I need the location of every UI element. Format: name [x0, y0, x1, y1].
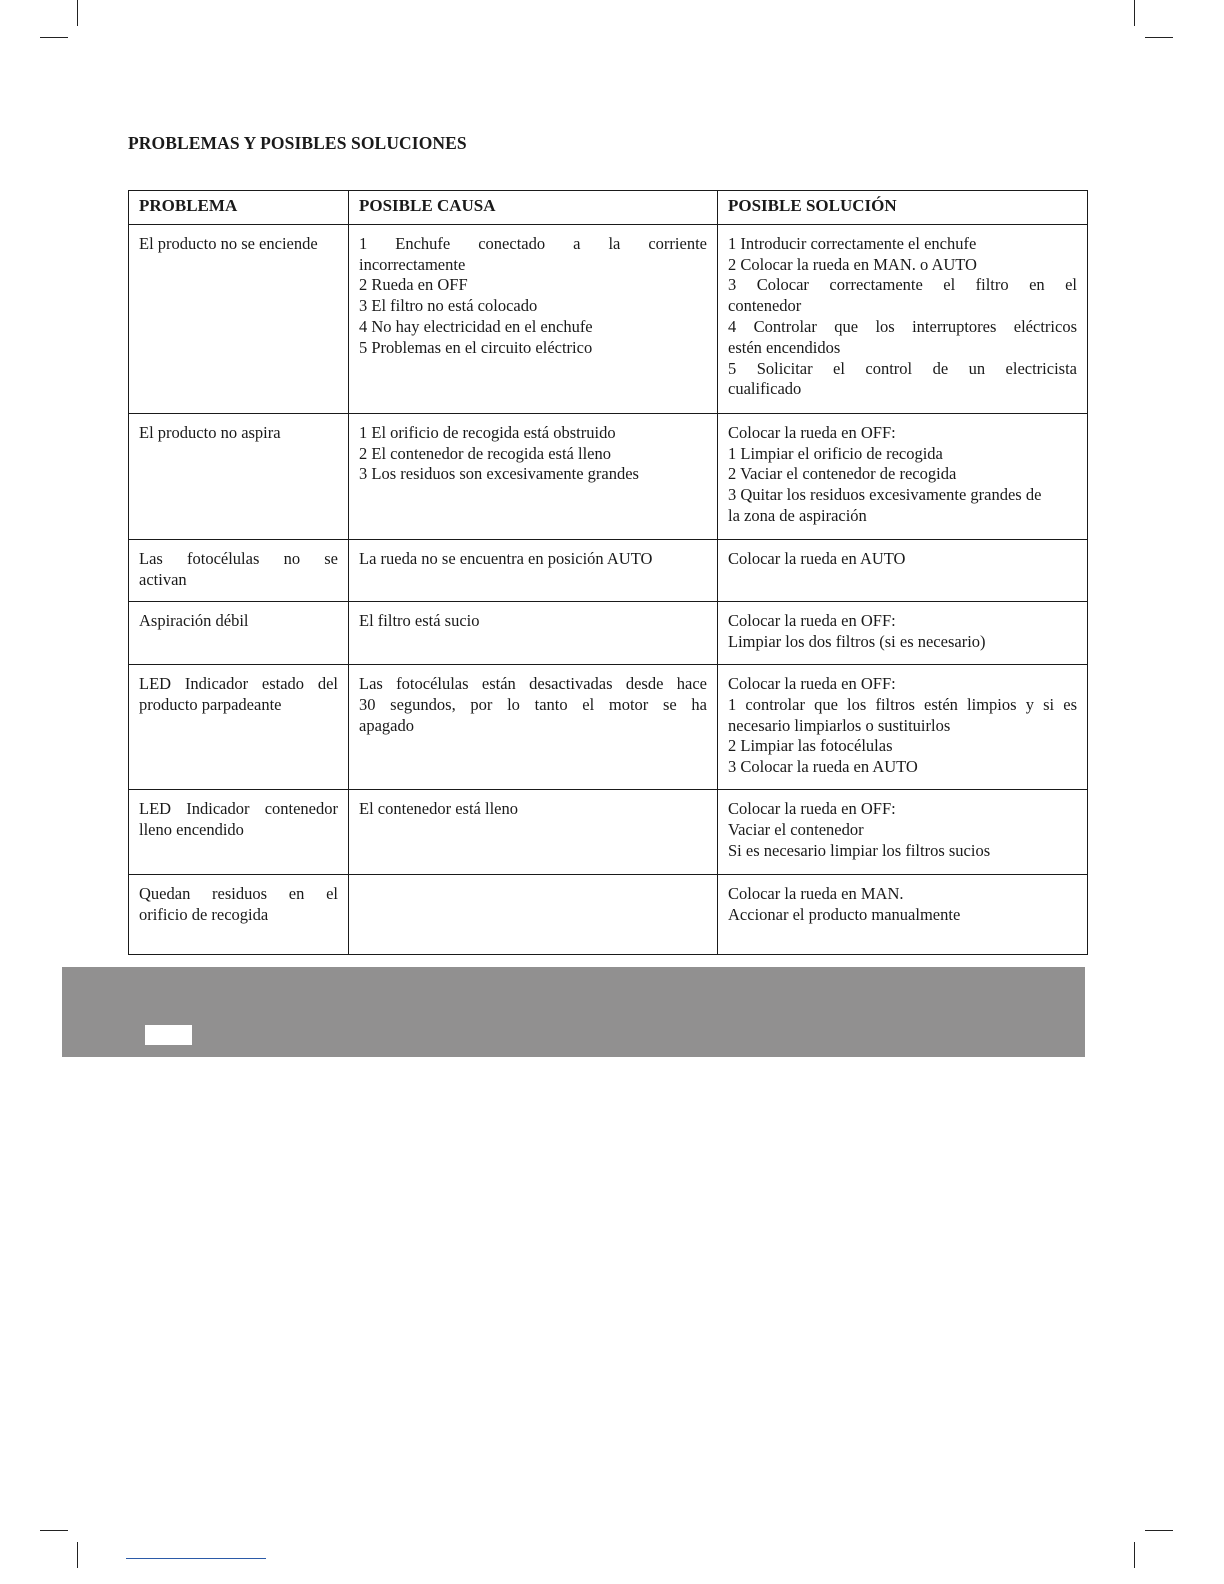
- problem-line: LED Indicador estado del: [139, 673, 338, 693]
- cause-line: 30 segundos, por lo tanto el motor se ha: [359, 694, 707, 714]
- table-header-row: [129, 191, 1088, 225]
- troubleshooting-table: [128, 190, 1088, 955]
- crop-mark: [1134, 0, 1135, 26]
- solution-line: 4 Controlar que los interruptores eléctricos: [728, 316, 1077, 336]
- cell-solution: [718, 539, 1088, 602]
- solution-line: estén encendidos: [728, 337, 841, 357]
- solution-line: 3 Colocar la rueda en AUTO: [728, 757, 918, 777]
- cause-line: 1 Enchufe conectado a la corriente: [359, 233, 707, 253]
- footer-rule: [126, 1558, 266, 1559]
- crop-mark: [1145, 1530, 1173, 1531]
- cell-solution: [718, 874, 1088, 954]
- table-body: [129, 224, 1088, 954]
- solution-line: necesario limpiarlos o sustituirlos: [728, 715, 951, 735]
- cause-line: 2 El contenedor de recogida está lleno: [359, 443, 611, 463]
- cause-line: El contenedor está lleno: [359, 798, 518, 818]
- problem-line: El producto no aspira: [139, 422, 281, 442]
- header-posible-solucion: POSIBLE SOLUCIÓN: [718, 191, 1088, 225]
- problem-line: lleno encendido: [139, 819, 244, 839]
- table-row: [129, 664, 1088, 789]
- solution-line: contenedor: [728, 296, 802, 316]
- solution-line: 2 Colocar la rueda en MAN. o AUTO: [728, 254, 977, 274]
- problem-line: Quedan residuos en el: [139, 883, 338, 903]
- cause-line: apagado: [359, 715, 414, 735]
- solution-line: 1 controlar que los filtros estén limpios y si es: [728, 694, 1077, 714]
- table-row: [129, 789, 1088, 874]
- solution-line: Colocar la rueda en OFF:: [728, 422, 896, 442]
- table-row: [129, 874, 1088, 954]
- cell-problem: [129, 664, 349, 789]
- header-posible-causa: POSIBLE CAUSA: [349, 191, 718, 225]
- cell-problem: [129, 413, 349, 539]
- solution-line: 1 Limpiar el orificio de recogida: [728, 443, 943, 463]
- cause-line: 2 Rueda en OFF: [359, 275, 468, 295]
- cause-line: El filtro está sucio: [359, 611, 480, 631]
- cell-solution: [718, 789, 1088, 874]
- crop-mark: [40, 37, 68, 38]
- table-row: [129, 602, 1088, 665]
- solution-line: Colocar la rueda en MAN.: [728, 883, 904, 903]
- cell-solution: [718, 664, 1088, 789]
- solution-line: Accionar el producto manualmente: [728, 904, 961, 924]
- cause-line: 5 Problemas en el circuito eléctrico: [359, 337, 593, 357]
- solution-line: Colocar la rueda en OFF:: [728, 611, 896, 631]
- solution-line: 1 Introducir correctamente el enchufe: [728, 233, 977, 253]
- cell-cause: [349, 874, 718, 954]
- solution-line: 3 Colocar correctamente el filtro en el: [728, 275, 1077, 295]
- cell-solution: [718, 602, 1088, 665]
- solution-line: Vaciar el contenedor: [728, 819, 864, 839]
- table-row: [129, 539, 1088, 602]
- problem-line: Las fotocélulas no se: [139, 548, 338, 568]
- cell-cause: [349, 413, 718, 539]
- cell-solution: [718, 224, 1088, 413]
- solution-line: 3 Quitar los residuos excesivamente grandes de: [728, 485, 1042, 505]
- cause-line: 4 No hay electricidad en el enchufe: [359, 316, 593, 336]
- cell-problem: [129, 602, 349, 665]
- problem-line: Aspiración débil: [139, 611, 249, 631]
- cell-cause: [349, 664, 718, 789]
- crop-mark: [40, 1530, 68, 1531]
- solution-line: la zona de aspiración: [728, 505, 867, 525]
- cause-line: 1 El orificio de recogida está obstruido: [359, 422, 616, 442]
- solution-line: 5 Solicitar el control de un electricista: [728, 358, 1077, 378]
- solution-line: Limpiar los dos filtros (si es necesario): [728, 632, 986, 652]
- table-row: [129, 413, 1088, 539]
- problem-line: activan: [139, 569, 187, 589]
- problem-line: LED Indicador contenedor: [139, 798, 338, 818]
- cell-cause: [349, 224, 718, 413]
- page-tab: [145, 1025, 192, 1045]
- cell-cause: [349, 602, 718, 665]
- solution-line: Colocar la rueda en OFF:: [728, 798, 896, 818]
- header-problema: PROBLEMA: [129, 191, 349, 225]
- grey-band: [62, 967, 1085, 1057]
- solution-line: 2 Vaciar el contenedor de recogida: [728, 464, 957, 484]
- solution-line: Colocar la rueda en AUTO: [728, 548, 906, 568]
- solution-line: 2 Limpiar las fotocélulas: [728, 736, 893, 756]
- crop-mark: [1134, 1542, 1135, 1568]
- table-row: [129, 224, 1088, 413]
- cause-line: Las fotocélulas están desactivadas desde hace: [359, 673, 707, 693]
- cause-line: 3 Los residuos son excesivamente grandes: [359, 464, 639, 484]
- cell-cause: [349, 789, 718, 874]
- crop-mark: [77, 1542, 78, 1568]
- cell-cause: [349, 539, 718, 602]
- section-title: PROBLEMAS Y POSIBLES SOLUCIONES: [128, 133, 467, 153]
- solution-line: Colocar la rueda en OFF:: [728, 673, 896, 693]
- solution-line: Si es necesario limpiar los filtros sucios: [728, 840, 991, 860]
- solution-line: cualificado: [728, 379, 802, 399]
- problem-line: El producto no se enciende: [139, 233, 318, 253]
- cause-line: 3 El filtro no está colocado: [359, 296, 538, 316]
- cell-problem: [129, 874, 349, 954]
- cause-line: incorrectamente: [359, 254, 466, 274]
- cell-solution: [718, 413, 1088, 539]
- crop-mark: [77, 0, 78, 26]
- cell-problem: [129, 224, 349, 413]
- cause-line: La rueda no se encuentra en posición AUTO: [359, 548, 653, 568]
- problem-line: orificio de recogida: [139, 904, 269, 924]
- problem-line: producto parpadeante: [139, 694, 282, 714]
- cell-problem: [129, 789, 349, 874]
- crop-mark: [1145, 37, 1173, 38]
- cell-problem: [129, 539, 349, 602]
